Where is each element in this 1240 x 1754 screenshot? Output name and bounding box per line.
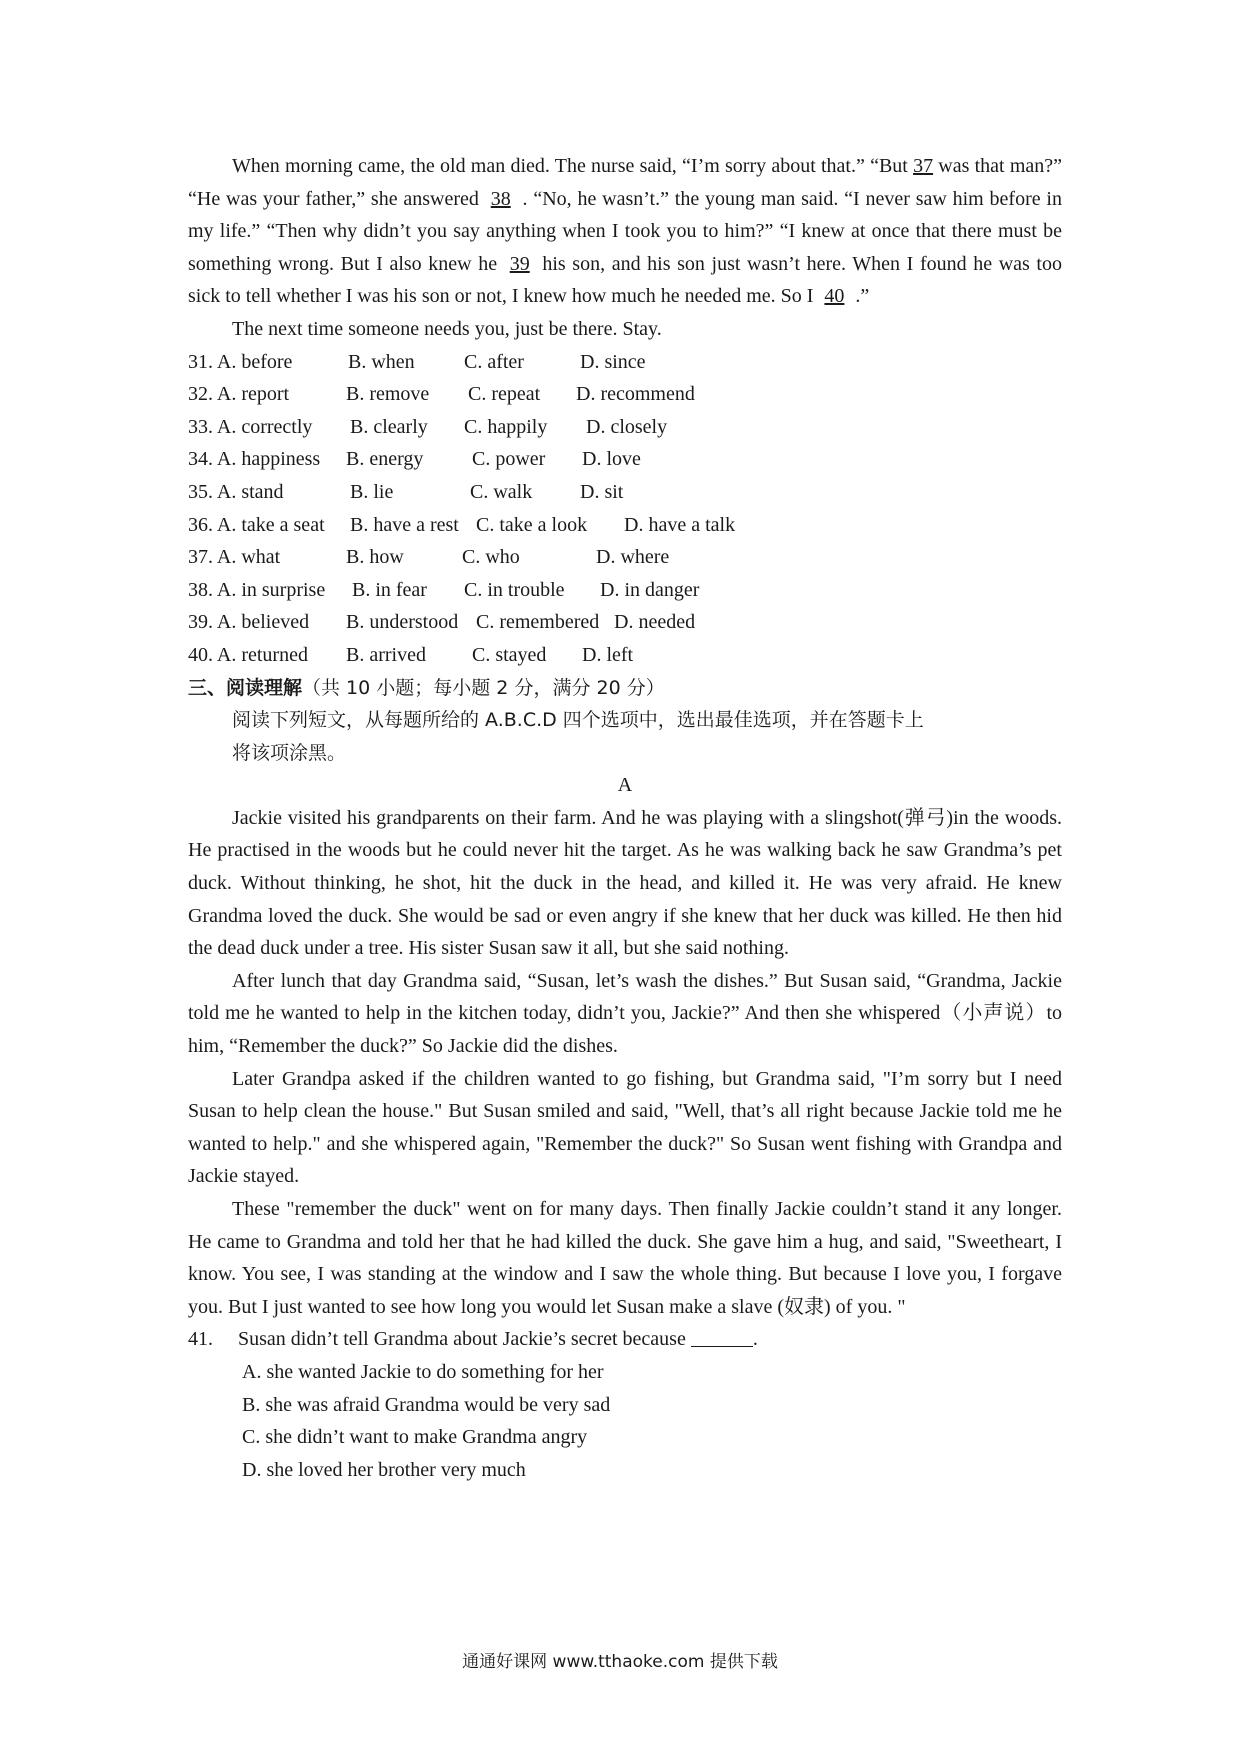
exam-page <box>188 150 1062 1486</box>
answer-blank <box>691 1324 753 1347</box>
question-text: Susan didn’t tell Grandma about Jackie’s secret because <box>238 1328 686 1351</box>
section-3-instructions-line-2: 将该项涂黑。 <box>232 741 347 764</box>
page-footer: 通通好课网 www.tthaoke.com 提供下载 <box>462 1652 778 1672</box>
answer-option-a: A. she wanted Jackie to do something for her <box>242 1360 604 1383</box>
answer-option-b: B. she was afraid Grandma would be very sad <box>242 1393 611 1416</box>
option-row-36: 36. A. take a seat B. have a rest C. take a look D. have a talk <box>188 513 736 536</box>
option-row-35: 35. A. stand B. lie C. walk D. sit <box>188 480 624 503</box>
answer-option-d: D. she loved her brother very much <box>242 1458 526 1481</box>
section-3-heading: 三、阅读理解（共 10 小题；每小题 2 分，满分 20 分） <box>188 676 665 699</box>
blank-38: 38 <box>490 187 511 210</box>
option-row-33: 33. A. correctly B. clearly C. happily D. closely <box>188 415 668 438</box>
answer-option-c: C. she didn’t want to make Grandma angry <box>242 1426 588 1449</box>
passage-a-paragraph-1: Jackie visited his grandparents on their farm. And he was playing with a slingshot(弹弓)in the woods. He practised in the woods but he could never hit the target. As he was walking back he saw Grandma’s pet duck. Without thinking, he shot, hit the duck in the head, and killed it. He was very afraid. He knew Grandma loved the duck. She would be sad or even angry if she knew that her duck was killed. He then hid the dead duck under a tree. His sister Susan saw it all, but she said nothing. <box>188 806 1062 960</box>
blank-37: 37 <box>913 155 934 177</box>
option-row-39: 39. A. believed B. understood C. remembered D. needed <box>188 611 696 634</box>
passage-paragraph-1: When morning came, the old man died. The nurse said, “I’m sorry about that.” “But 37 was that man?” “He was your father,” she answered 38 . “No, he wasn’t.” the young man said. “I never saw him before in my life.” “Then why didn’t you say anything when I took you to him?” “I knew at once that there must be something wrong. But I also knew he 39 his son, and his son just wasn’t here. When I found he was too sick to tell whether I was his son or not, I knew how much he needed me. So I 40 .” <box>188 155 1062 308</box>
section-3-instructions-line-1: 阅读下列短文，从每题所给的 A.B.C.D 四个选项中，选出最佳选项，并在答题卡上 <box>232 709 924 732</box>
cloze-options <box>188 346 1062 672</box>
option-row-34: 34. A. happiness B. energy C. power D. love <box>188 448 641 471</box>
question-number: 41. <box>188 1328 213 1351</box>
option-row-32: 32. A. report B. remove C. repeat D. recommend <box>188 383 695 406</box>
passage-a-paragraph-3: Later Grandpa asked if the children wanted to go fishing, but Grandma said, "I’m sorry but I need Susan to help clean the house." But Susan smiled and said, "Well, that’s all right because Jackie told me he wanted to help." and she whispered again, "Remember the duck?" So Susan went fishing with Grandpa and Jackie stayed. <box>188 1067 1062 1188</box>
question-41: 41. Susan didn’t tell Grandma about Jackie’s secret because . <box>188 1323 1062 1356</box>
blank-40: 40 <box>824 285 845 308</box>
option-row-38: 38. A. in surprise B. in fear C. in trouble D. in danger <box>188 578 700 601</box>
option-row-31: 31. A. before B. when C. after D. since <box>188 350 646 373</box>
option-row-37: 37. A. what B. how C. who D. where <box>188 546 670 569</box>
passage-a-paragraph-2: After lunch that day Grandma said, “Susan, let’s wash the dishes.” But Susan said, “Grandma, Jackie told me he wanted to help in the kitchen today, didn’t you, Jackie?” And then she whispered（小声说）to him, “Remember the duck?” So Jackie did the dishes. <box>188 969 1062 1058</box>
passage-a-paragraph-4: These "remember the duck" went on for many days. Then finally Jackie couldn’t stand it any longer. He came to Grandma and told her that he had killed the duck. She gave him a hug, and said, "Sweetheart, I know. You see, I was standing at the window and I saw the whole thing. But because I love you, I forgave you. But I just wanted to see how long you would let Susan make a slave (奴隶) of you. " <box>188 1198 1062 1318</box>
passage-paragraph-2: The next time someone needs you, just be there. Stay. <box>232 317 662 340</box>
blank-39: 39 <box>509 252 530 275</box>
passage-label: A <box>617 774 633 797</box>
option-row-40: 40. A. returned B. arrived C. stayed D. left <box>188 643 634 666</box>
